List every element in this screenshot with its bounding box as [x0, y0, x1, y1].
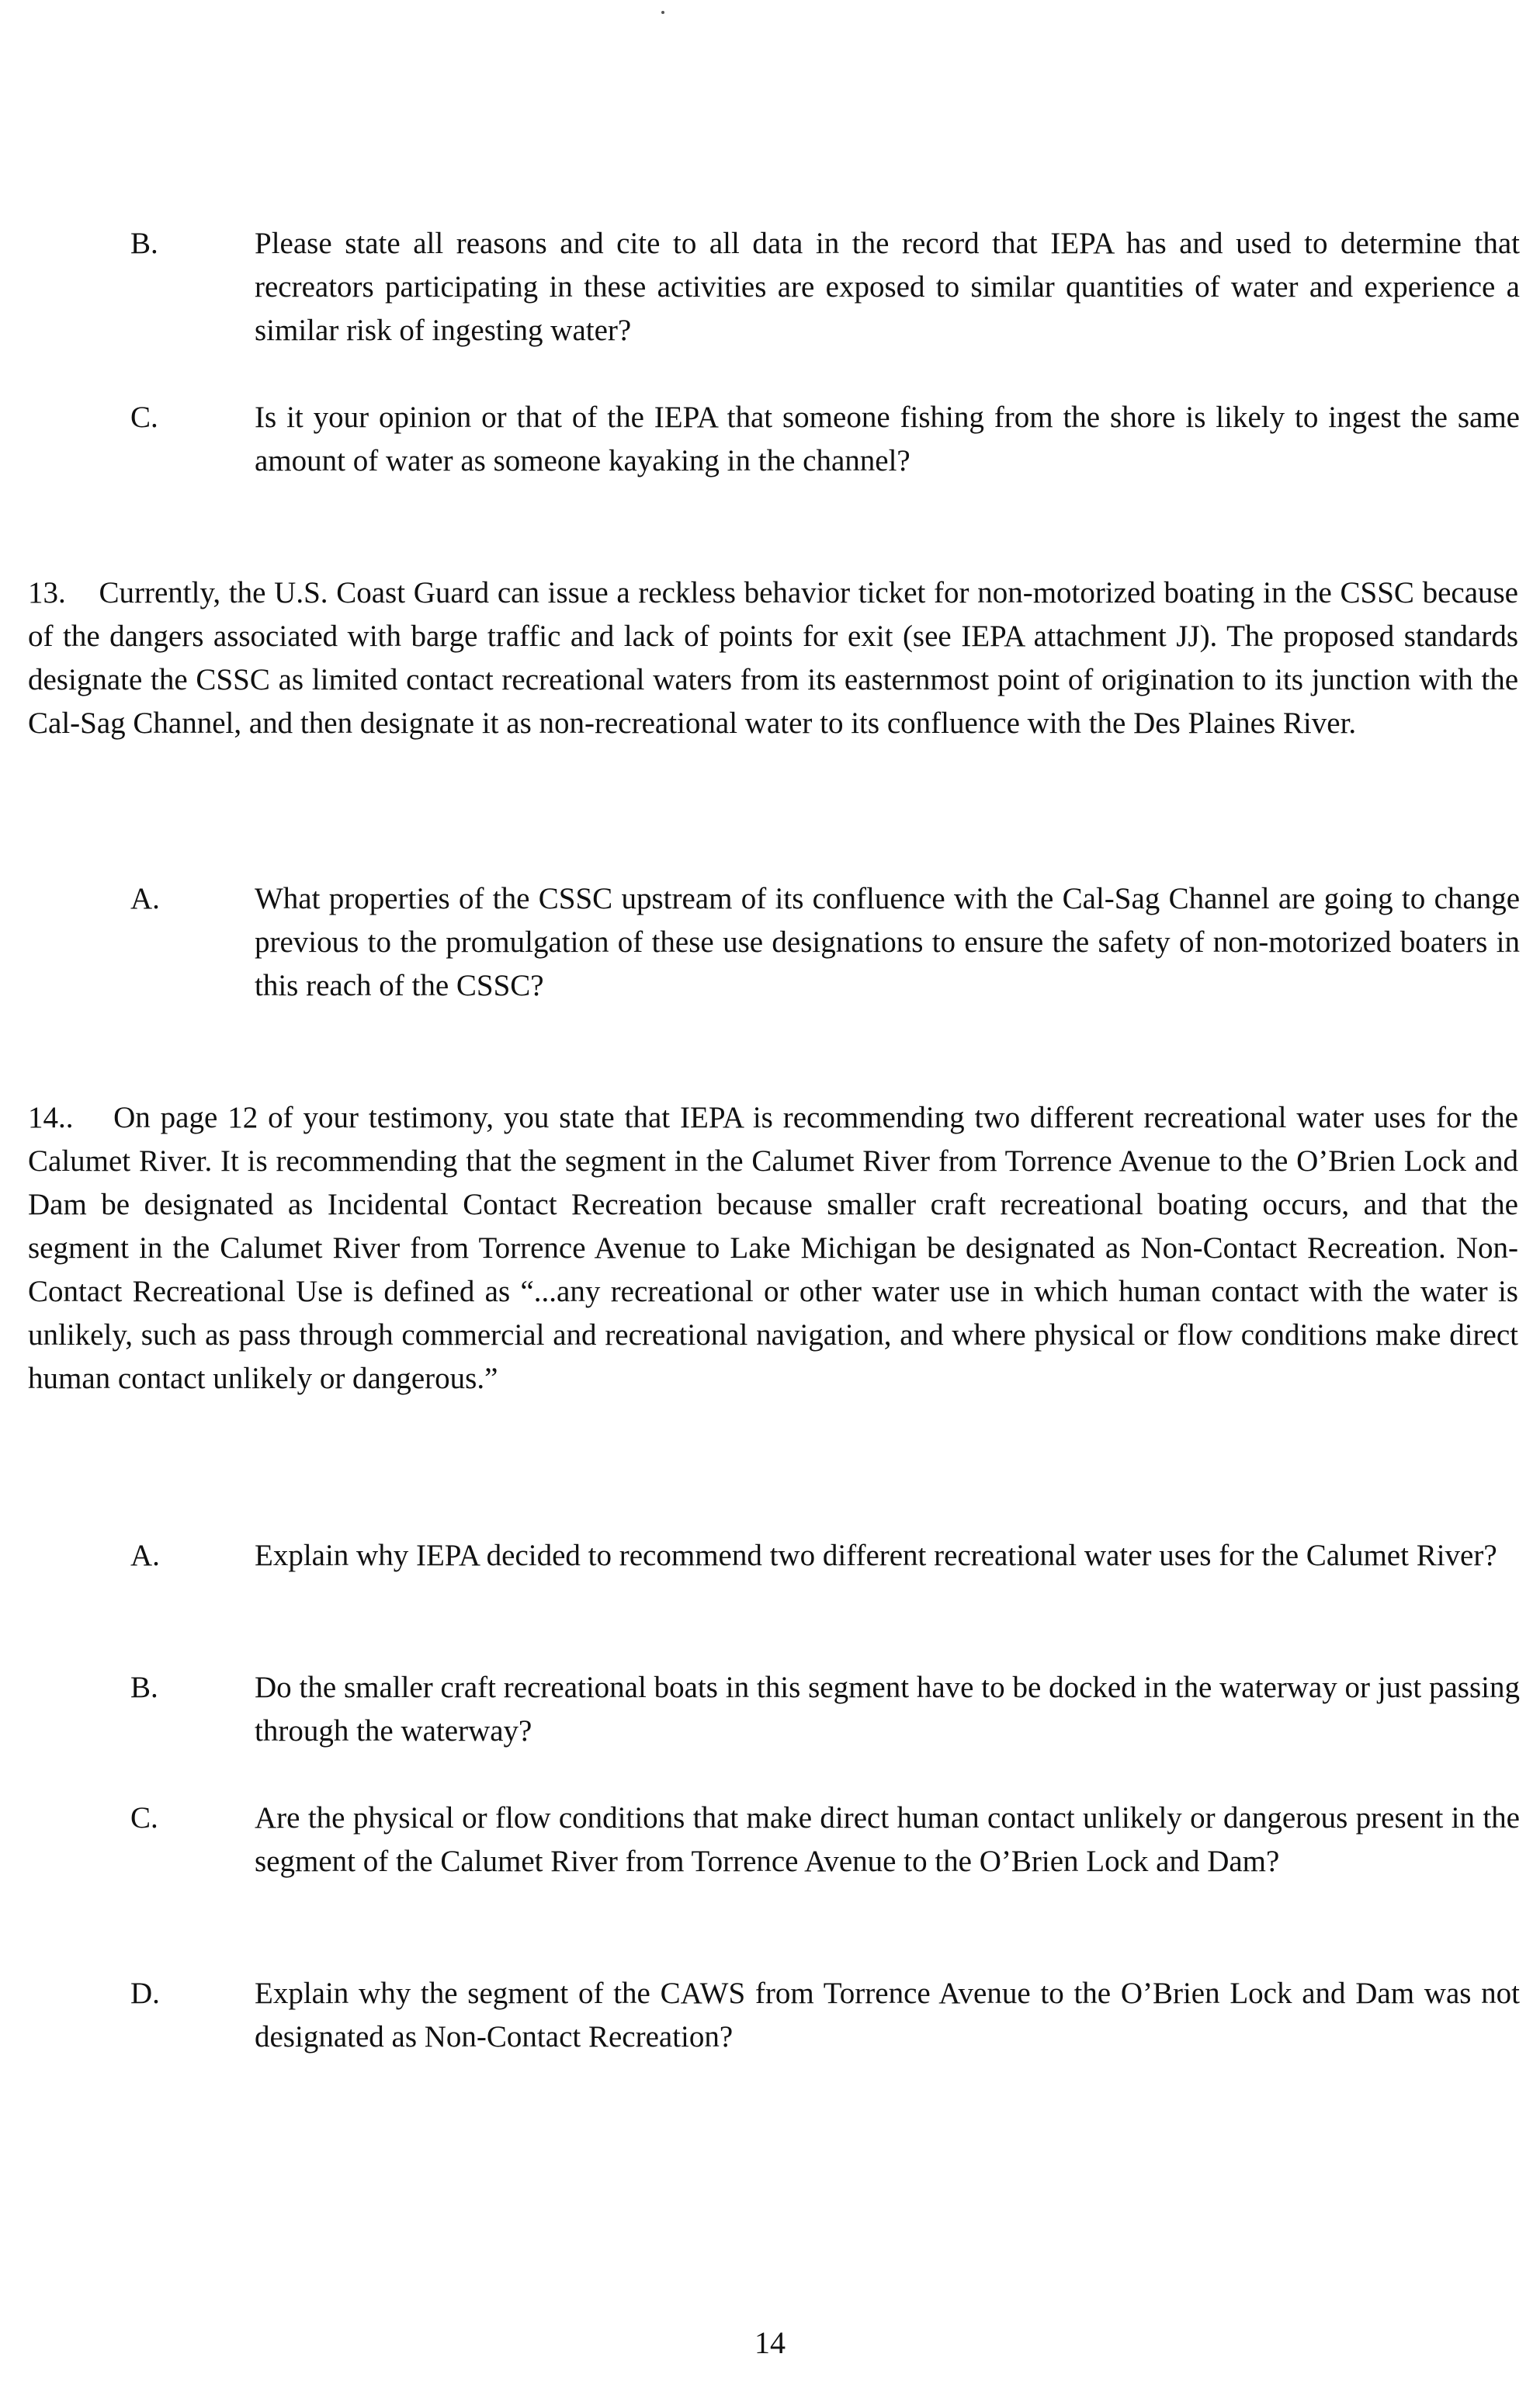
question-13-paragraph: 13. Currently, the U.S. Coast Guard can issue a reckless behavior ticket for non-motorized boating in the CSSC because of the dangers associated with barge traffic and lack of points for exit (see IEPA attachment JJ). The proposed standards designate the CSSC as limited contact recreational waters from its easternmost point of origination to its junction with the Cal-Sag Channel, and then designate it as non-recreational water to its confluence with the Des Plaines River.: [28, 576, 1518, 740]
item-text: Is it your opinion or that of the IEPA that someone fishing from the shore is likely to ingest the same amount of water as someone kayaking in the channel?: [255, 401, 1520, 477]
item-text: What properties of the CSSC upstream of its confluence with the Cal-Sag Channel are going to change previous to the promulgation of these use designations to ensure the safety of non-motorized boaters in this reach of the CSSC?: [255, 882, 1520, 1002]
question-14-item-c: [130, 1797, 1520, 1883]
item-letter: D.: [130, 1977, 160, 2010]
question-14-paragraph: 14.. On page 12 of your testimony, you state that IEPA is recommending two different recreational water uses for the Calumet River. It is recommending that the segment in the Calumet River from Torrence Avenue to the O’Brien Lock and Dam be designated as Incidental Contact Recreation because smaller craft recreational boating occurs, and that the segment in the Calumet River from Torrence Avenue to Lake Michigan be designated as Non-Contact Recreation. Non-Contact Recreational Use is defined as “...any recreational or other water use in which human contact with the water is unlikely, such as pass through commercial and recreational navigation, and where physical or flow conditions make direct human contact unlikely or dangerous.”: [28, 1101, 1518, 1395]
question-14-item-a: [130, 1534, 1520, 1578]
question-14-item-b: [130, 1666, 1520, 1753]
scan-speck: [661, 11, 664, 14]
item-letter: B.: [130, 227, 158, 260]
item-letter: A.: [130, 882, 160, 915]
question-14-item-d: [130, 1972, 1520, 2059]
item-text: Are the physical or flow conditions that make direct human contact unlikely or dangerous present in the segment of the Calumet River from Torrence Avenue to the O’Brien Lock and Dam?: [255, 1801, 1520, 1878]
item-text: Do the smaller craft recreational boats in this segment have to be docked in the waterway or just passing through the waterway?: [255, 1671, 1520, 1748]
item-letter: C.: [130, 1801, 158, 1835]
item-text: Explain why IEPA decided to recommend two different recreational water uses for the Calumet River?: [255, 1539, 1497, 1572]
item-text: Explain why the segment of the CAWS from Torrence Avenue to the O’Brien Lock and Dam was not designated as Non-Contact Recreation?: [255, 1977, 1520, 2053]
page-number: 14: [754, 2325, 786, 2360]
question-13-item-a: [130, 877, 1520, 1008]
question-12-item-b: [130, 222, 1520, 352]
question-12-item-c: [130, 396, 1520, 483]
item-letter: B.: [130, 1671, 158, 1704]
item-text: Please state all reasons and cite to all data in the record that IEPA has and used to determine that recreators participating in these activities are exposed to similar quantities of water and experience a similar risk of ingesting water?: [255, 227, 1520, 347]
item-letter: A.: [130, 1539, 160, 1572]
item-letter: C.: [130, 401, 158, 434]
